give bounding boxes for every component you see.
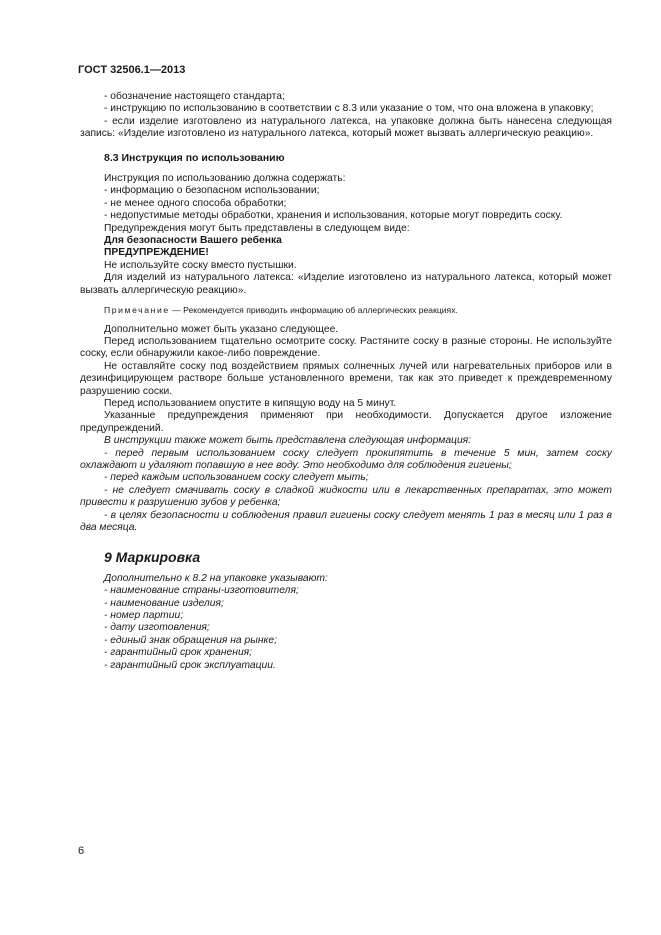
marking-intro: Дополнительно к 8.2 на упаковке указывают: [104,572,328,584]
list-item: - инструкцию по использованию в соответствии с 8.3 или указание о том, что она вложена в упаковку; [104,103,594,115]
paragraph: Указанные предупреждения применяют при необходимости. Допускается другое изложение предупреждений. [80,410,612,434]
list-item: - если изделие изготовлено из натурального латекса, на упаковке должна быть нанесена следующая запись: «Изделие изготовлено из натурального латекса, который может вызвать аллергическую реакцию». [80,115,612,140]
page-content [80,91,612,672]
list-item: - перед первым использованием соску следует прокипятить в течение 5 мин, затем соску охлаждают и удаляют попавшую в нее воду. Это необходимо для соблюдения гигиены; [80,447,612,471]
page-number: 6 [78,845,85,857]
instruction-intro: Инструкция по использованию должна содержать: [104,173,346,185]
note [104,304,612,316]
no-pacifier-text: Не используйте соску вместо пустышки. [104,259,297,271]
warning-title: ПРЕДУПРЕЖДЕНИЕ! [104,247,209,259]
list-item: - недопустимые методы обработки, хранения и использования, которые могут повредить соску. [104,210,563,222]
list-item: - не менее одного способа обработки; [104,197,287,209]
list-item: - информацию о безопасном использовании; [104,185,320,197]
list-item: - не следует смачивать соску в сладкой жидкости или в лекарственных препаратах, это может привести к разрушению зубов у ребенка; [80,484,612,509]
top-list [80,91,612,141]
section-9-heading: 9 Маркировка [104,549,201,566]
list-item: - гарантийный срок эксплуатации. [104,659,276,671]
section-8-3-heading: 8.3 Инструкция по использованию [104,151,285,164]
list-item: - обозначение настоящего стандарта; [104,91,285,102]
list-item: - единый знак обращения на рынке; [104,634,277,646]
section-9-body [80,573,612,672]
list-item: - наименование страны-изготовителя; [104,585,299,597]
note-label: Примечание [104,305,170,316]
paragraph: Перед использованием опустите в кипящую воду на 5 минут. [104,397,397,409]
list-item: - в целях безопасности и соблюдения правил гигиены соску следует менять 1 раз в месяц или 1 раз в два месяца. [80,509,612,533]
additional-intro: Дополнительно может быть указано следующее. [104,323,339,335]
note-text: — Рекомендуется приводить информацию об аллергических реакциях. [169,305,458,316]
document-header: ГОСТ 32506.1—2013 [78,64,186,76]
paragraph: Не оставляйте соску под воздействием прямых солнечных лучей или нагревательных приборов или в дезинфицирующем растворе больше установленного времени, так как это приведет к преждевременному разрушению соски. [80,360,612,397]
list-item: - дату изготовления; [104,622,210,634]
latex-note: Для изделий из натурального латекса: «Изделие изготовлено из натурального латекса, который может вызвать аллергическую реакцию». [80,272,612,296]
list-item: - гарантийный срок хранения; [104,647,253,659]
list-item: - наименование изделия; [104,597,224,609]
safety-title: Для безопасности Вашего ребенка [104,235,282,247]
warnings-intro: Предупреждения могут быть представлены в следующем виде: [104,222,410,234]
italic-intro: В инструкции также может быть представлена следующая информация: [104,435,472,447]
list-item: - перед каждым использованием соску следует мыть; [104,472,369,484]
section-8-3-body [80,173,612,534]
list-item: - номер партии; [104,610,184,622]
paragraph: Перед использованием тщательно осмотрите соску. Растяните соску в разные стороны. Не используйте соску, если обнаружили какое-либо повреждение. [80,335,612,360]
